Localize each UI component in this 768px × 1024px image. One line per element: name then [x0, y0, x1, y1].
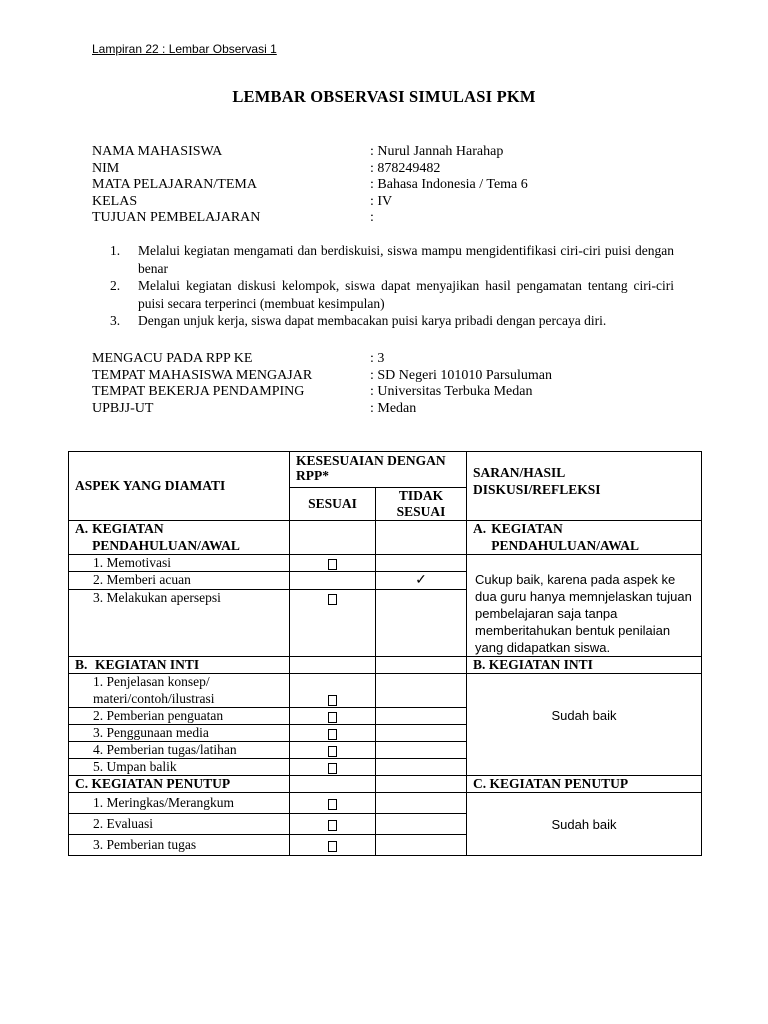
- field-value: : 3: [370, 351, 385, 366]
- header-aspek: ASPEK YANG DIAMATI: [69, 452, 290, 521]
- section-letter: A.: [75, 521, 89, 536]
- goal-text: Melalui kegiatan mengamati dan berdiskuisi, siswa mampu mengidentifikasi ciri-ciri puisi dengan benar: [138, 243, 674, 276]
- placement-block: [92, 351, 552, 417]
- observation-table: [68, 451, 702, 856]
- header-sesuai: SESUAI: [290, 488, 376, 521]
- aspect-item: 5. Umpan balik: [69, 759, 290, 776]
- saran-section-c-text: Sudah baik: [467, 793, 702, 856]
- checkbox-icon: [328, 799, 337, 810]
- aspect-item: 1. Penjelasan konsep/ materi/contoh/ilustrasi: [69, 674, 290, 708]
- identity-row-subject: [92, 177, 528, 194]
- empty-cell: [376, 657, 467, 674]
- empty-cell: [376, 725, 467, 742]
- field-value: : Bahasa Indonesia / Tema 6: [370, 177, 528, 193]
- aspect-item: 4. Pemberian tugas/latihan: [69, 742, 290, 759]
- checkbox-icon: [328, 763, 337, 774]
- checkbox-icon: [328, 729, 337, 740]
- section-a-label: [69, 521, 290, 555]
- table-header-row: [69, 452, 702, 488]
- field-value: :: [370, 210, 374, 226]
- section-title: KEGIATAN PENDAHULUAN/AWAL: [491, 521, 640, 553]
- section-b-label: [69, 657, 290, 674]
- sesuai-cell: [290, 555, 376, 572]
- empty-cell: [376, 590, 467, 657]
- placement-row-mentor: [92, 384, 552, 401]
- empty-cell: [290, 657, 376, 674]
- aspect-item: 2. Evaluasi: [69, 814, 290, 835]
- empty-cell: [290, 521, 376, 555]
- field-label: MATA PELAJARAN/TEMA: [92, 177, 257, 193]
- saran-section-b-text: Sudah baik: [467, 674, 702, 776]
- saran-section-b-label: B. KEGIATAN INTI: [467, 657, 702, 674]
- empty-cell: [376, 555, 467, 572]
- aspect-item: 2. Memberi acuan: [69, 572, 290, 590]
- table-row: [69, 674, 702, 708]
- empty-cell: [376, 742, 467, 759]
- section-letter: A.: [473, 521, 487, 536]
- checkbox-icon: [328, 746, 337, 757]
- goal-number: 1.: [110, 243, 121, 258]
- field-value: : IV: [370, 193, 393, 209]
- field-value: : Medan: [370, 400, 417, 416]
- aspect-item: 3. Penggunaan media: [69, 725, 290, 742]
- field-label: TEMPAT BEKERJA PENDAMPING: [92, 384, 305, 400]
- empty-cell: [376, 521, 467, 555]
- field-label: UPBJJ-UT: [92, 400, 154, 416]
- identity-row-goal: [92, 210, 528, 227]
- identity-row-class: [92, 194, 528, 211]
- sesuai-cell: [290, 814, 376, 835]
- field-label: TUJUAN PEMBELAJARAN: [92, 210, 261, 226]
- field-label: NAMA MAHASISWA: [92, 144, 223, 159]
- checkbox-icon: [328, 712, 337, 723]
- section-letter: B.: [75, 657, 88, 672]
- field-label: KELAS: [92, 193, 138, 209]
- section-title: KEGIATAN PENDAHULUAN/AWAL: [92, 521, 240, 553]
- field-value: : SD Negeri 101010 Parsuluman: [370, 367, 552, 383]
- empty-cell: [376, 674, 467, 708]
- goal-number: 3.: [110, 313, 121, 329]
- goal-number: 2.: [110, 278, 121, 294]
- field-value: : Nurul Jannah Harahap: [370, 144, 504, 159]
- list-item: [110, 312, 674, 330]
- sesuai-cell: [290, 793, 376, 814]
- sesuai-cell: [290, 835, 376, 856]
- checkbox-icon: [328, 559, 337, 570]
- aspect-item: 2. Pemberian penguatan: [69, 708, 290, 725]
- table-row: [69, 555, 702, 572]
- empty-cell: [376, 708, 467, 725]
- table-row: [69, 657, 702, 674]
- field-value: : 878249482: [370, 160, 441, 176]
- empty-cell: [376, 759, 467, 776]
- saran-section-c-label: C. KEGIATAN PENUTUP: [467, 776, 702, 793]
- field-label: NIM: [92, 160, 120, 176]
- sesuai-cell: [290, 742, 376, 759]
- aspect-item: 1. Meringkas/Merangkum: [69, 793, 290, 814]
- sesuai-cell: [290, 759, 376, 776]
- sesuai-cell: [290, 674, 376, 708]
- checkbox-icon: [328, 841, 337, 852]
- field-label: TEMPAT MAHASISWA MENGAJAR: [92, 367, 313, 383]
- attachment-label: Lampiran 22 : Lembar Observasi 1: [92, 42, 277, 56]
- aspect-item: 3. Melakukan apersepsi: [69, 590, 290, 657]
- empty-cell: [376, 776, 467, 793]
- table-row: [69, 776, 702, 793]
- learning-goals-list: [110, 242, 674, 330]
- goal-text: Melalui kegiatan diskusi kelompok, siswa dapat menyajikan hasil pengamatan tentang ciri-ciri puisi secara terperinci (membuat kesimpulan): [138, 278, 674, 311]
- empty-cell: [376, 793, 467, 814]
- document-title: LEMBAR OBSERVASI SIMULASI PKM: [232, 87, 536, 106]
- saran-section-a-label: [467, 521, 702, 555]
- saran-section-a-text: Cukup baik, karena pada aspek ke dua guru hanya memnjelaskan tujuan pembelajaran saja tanpa memberitahukan bentuk penilaian yang didapatkan siswa.: [467, 555, 702, 657]
- placement-row-school: [92, 368, 552, 385]
- empty-cell: [290, 572, 376, 590]
- identity-row-nim: [92, 161, 528, 178]
- header-kesesuaian: KESESUAIAN DENGAN RPP*: [290, 452, 467, 488]
- checkbox-icon: [328, 695, 337, 706]
- field-label: MENGACU PADA RPP KE: [92, 351, 253, 366]
- placement-row-upbjj: [92, 401, 552, 418]
- empty-cell: [290, 776, 376, 793]
- table-row: [69, 793, 702, 814]
- check-mark-icon: ✓: [376, 572, 467, 590]
- empty-cell: [376, 814, 467, 835]
- checkbox-icon: [328, 594, 337, 605]
- identity-block: [92, 144, 528, 227]
- aspect-item: 3. Pemberian tugas: [69, 835, 290, 856]
- header-saran: SARAN/HASIL DISKUSI/REFLEKSI: [467, 452, 702, 521]
- section-title: KEGIATAN INTI: [95, 657, 200, 672]
- sesuai-cell: [290, 708, 376, 725]
- field-value: : Universitas Terbuka Medan: [370, 384, 533, 400]
- sesuai-cell: [290, 590, 376, 657]
- section-c-label: C. KEGIATAN PENUTUP: [69, 776, 290, 793]
- aspect-item: 1. Memotivasi: [69, 555, 290, 572]
- list-item: [110, 277, 674, 312]
- table-row: [69, 521, 702, 555]
- placement-row-rpp: [92, 351, 552, 368]
- sesuai-cell: [290, 725, 376, 742]
- checkbox-icon: [328, 820, 337, 831]
- header-tidak-sesuai: TIDAK SESUAI: [376, 488, 467, 521]
- goal-text: Dengan unjuk kerja, siswa dapat membacakan puisi karya pribadi dengan percaya diri.: [138, 313, 607, 329]
- list-item: [110, 242, 674, 277]
- identity-row-name: [92, 144, 528, 161]
- empty-cell: [376, 835, 467, 856]
